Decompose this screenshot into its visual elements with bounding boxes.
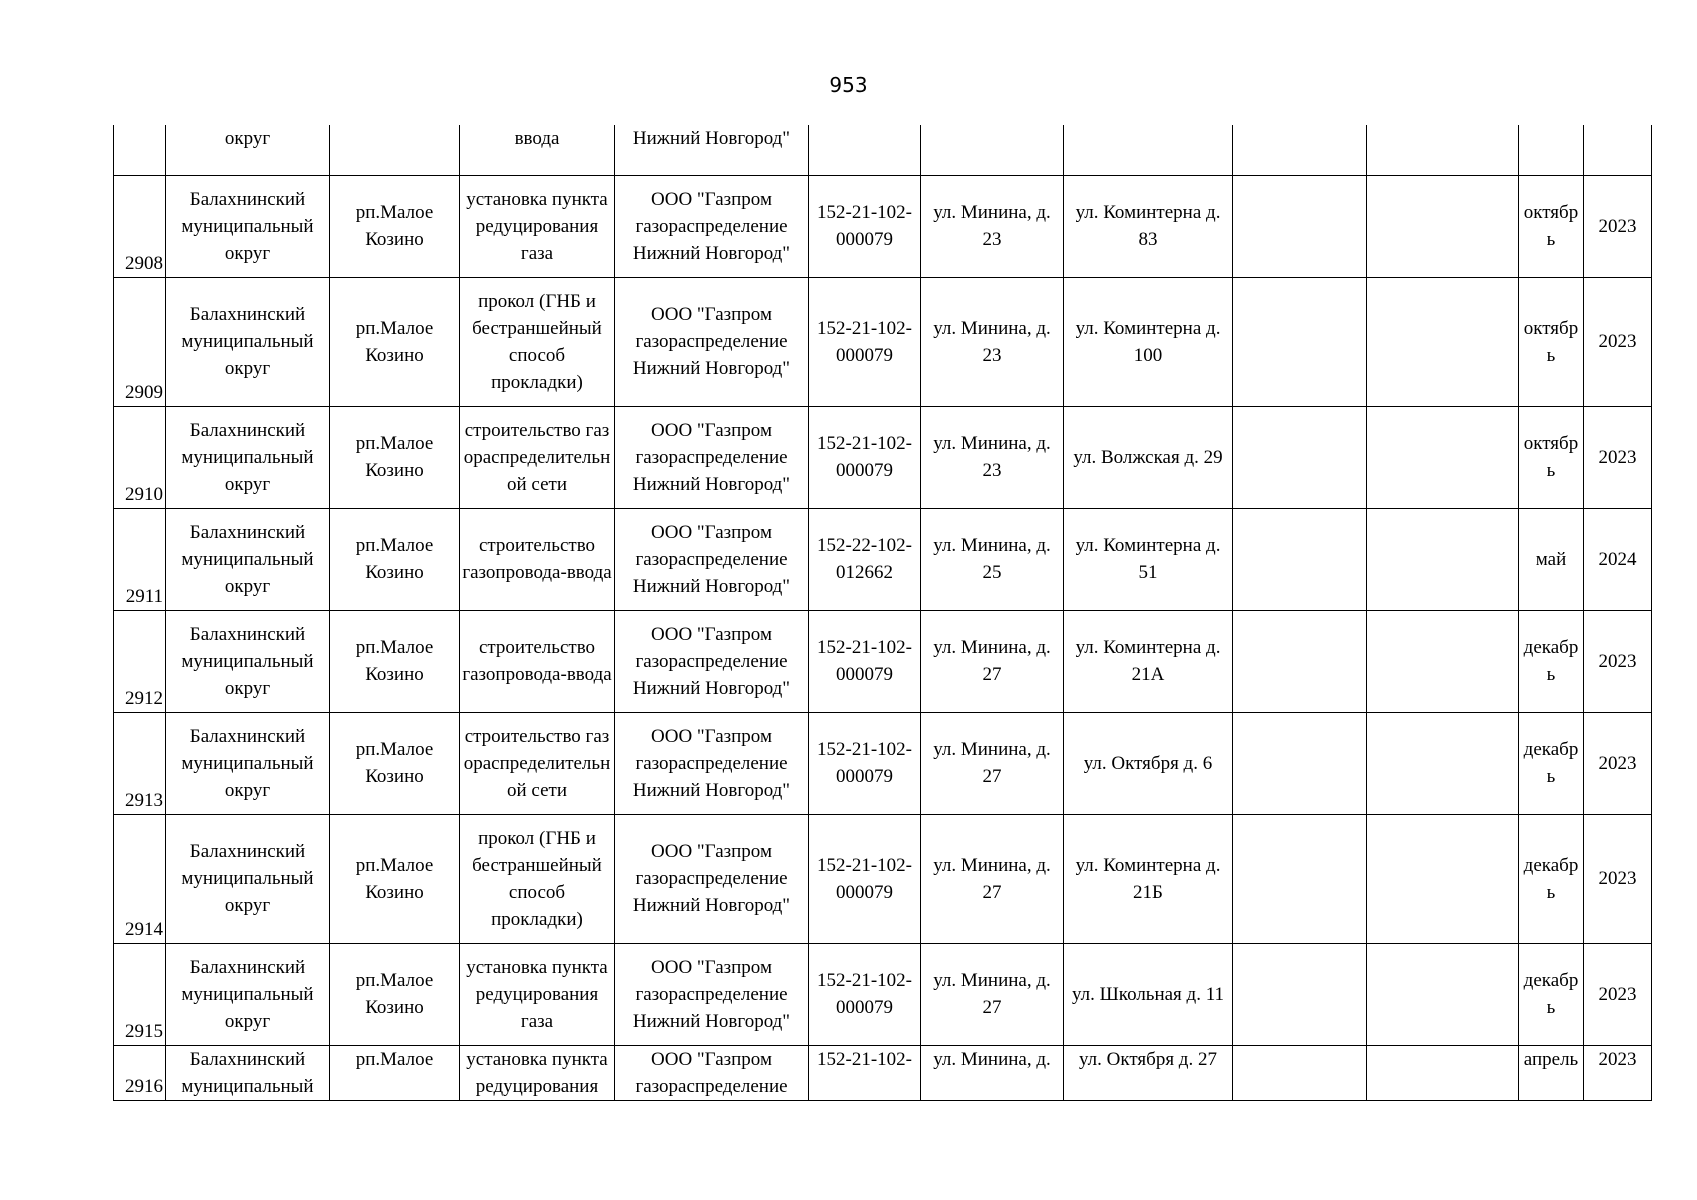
cell-organization: ООО "Газпром газораспределение Нижний Новгород" xyxy=(615,508,809,610)
cell-organization: Нижний Новгород" xyxy=(615,125,809,175)
cell-permit-code: 152-22-102-012662 xyxy=(809,508,921,610)
cell-district: округ xyxy=(166,125,330,175)
cell-to-address: ул. Коминтерна д. 51 xyxy=(1064,508,1233,610)
cell-organization: ООО "Газпром газораспределение xyxy=(615,1045,809,1100)
cell-year: 2023 xyxy=(1584,406,1652,508)
cell-work-type: установка пункта редуцирования xyxy=(460,1045,615,1100)
cell-organization: ООО "Газпром газораспределение Нижний Новгород" xyxy=(615,610,809,712)
cell-to-address: ул. Коминтерна д. 100 xyxy=(1064,277,1233,406)
cell-district: Балахнинский муниципальный округ xyxy=(166,277,330,406)
cell-work-type: строительство газопровода-ввода xyxy=(460,610,615,712)
cell-from-address: ул. Минина, д. 25 xyxy=(921,508,1064,610)
cell-permit-code: 152-21-102-000079 xyxy=(809,712,921,814)
cell-from-address: ул. Минина, д. 23 xyxy=(921,277,1064,406)
cell-organization: ООО "Газпром газораспределение Нижний Новгород" xyxy=(615,175,809,277)
cell-year: 2023 xyxy=(1584,712,1652,814)
cell-work-type: установка пункта редуцирования газа xyxy=(460,175,615,277)
cell-month xyxy=(1519,814,1584,943)
cell-district: Балахнинский муниципальный округ xyxy=(166,943,330,1045)
cell-district: Балахнинский муниципальный округ xyxy=(166,406,330,508)
cell-year xyxy=(1584,125,1652,175)
cell-empty-2 xyxy=(1367,175,1519,277)
cell-organization: ООО "Газпром газораспределение Нижний Новгород" xyxy=(615,277,809,406)
cell-empty-2 xyxy=(1367,943,1519,1045)
cell-district: Балахнинский муниципальный округ xyxy=(166,175,330,277)
month-text: октябрь xyxy=(1523,317,1579,366)
cell-row-number: 2912 xyxy=(114,610,166,712)
table-row xyxy=(114,175,1652,277)
month-text: декабрь xyxy=(1523,637,1579,685)
cell-empty-1 xyxy=(1233,125,1367,175)
cell-month xyxy=(1519,406,1584,508)
registry-body xyxy=(114,125,1652,1100)
cell-month xyxy=(1519,943,1584,1045)
cell-from-address: ул. Минина, д. 27 xyxy=(921,814,1064,943)
cell-locality: рп.Малое Козино xyxy=(330,508,460,610)
cell-empty-2 xyxy=(1367,814,1519,943)
cell-year: 2023 xyxy=(1584,1045,1652,1100)
cell-permit-code xyxy=(809,125,921,175)
cell-empty-2 xyxy=(1367,406,1519,508)
cell-to-address: ул. Октября д. 27 xyxy=(1064,1045,1233,1100)
cell-empty-1 xyxy=(1233,943,1367,1045)
cell-empty-1 xyxy=(1233,814,1367,943)
month-text: октябрь xyxy=(1523,433,1579,481)
work-type-text: строительство газораспределительной сети xyxy=(463,419,611,495)
cell-row-number xyxy=(114,125,166,175)
cell-month xyxy=(1519,712,1584,814)
cell-from-address: ул. Минина, д. 27 xyxy=(921,943,1064,1045)
cell-district: Балахнинский муниципальный округ xyxy=(166,610,330,712)
cell-empty-2 xyxy=(1367,610,1519,712)
cell-row-number: 2909 xyxy=(114,277,166,406)
cell-row-number: 2914 xyxy=(114,814,166,943)
page-number: 953 xyxy=(829,73,868,97)
cell-to-address: ул. Школьная д. 11 xyxy=(1064,943,1233,1045)
cell-district: Балахнинский муниципальный округ xyxy=(166,508,330,610)
cell-organization: ООО "Газпром газораспределение Нижний Новгород" xyxy=(615,814,809,943)
registry-table xyxy=(113,125,1652,1101)
cell-locality: рп.Малое Козино xyxy=(330,406,460,508)
table-row xyxy=(114,814,1652,943)
cell-to-address: ул. Коминтерна д. 21А xyxy=(1064,610,1233,712)
cell-permit-code: 152-21-102-000079 xyxy=(809,943,921,1045)
cell-year: 2023 xyxy=(1584,814,1652,943)
cell-organization: ООО "Газпром газораспределение Нижний Новгород" xyxy=(615,943,809,1045)
cell-year: 2023 xyxy=(1584,943,1652,1045)
cell-to-address xyxy=(1064,125,1233,175)
cell-from-address: ул. Минина, д. 23 xyxy=(921,175,1064,277)
cell-empty-2 xyxy=(1367,277,1519,406)
cell-month xyxy=(1519,125,1584,175)
cell-locality: рп.Малое xyxy=(330,1045,460,1100)
cell-permit-code: 152-21-102-000079 xyxy=(809,406,921,508)
cell-work-type: ввода xyxy=(460,125,615,175)
month-text: декабрь xyxy=(1523,970,1579,1018)
table-row xyxy=(114,277,1652,406)
cell-empty-2 xyxy=(1367,712,1519,814)
cell-empty-2 xyxy=(1367,125,1519,175)
month-text: декабрь xyxy=(1523,739,1579,787)
cell-month: апрель xyxy=(1519,1045,1584,1100)
cell-month xyxy=(1519,277,1584,406)
cell-from-address: ул. Минина, д. xyxy=(921,1045,1064,1100)
cell-to-address: ул. Коминтерна д. 21Б xyxy=(1064,814,1233,943)
cell-year: 2023 xyxy=(1584,175,1652,277)
cell-empty-2 xyxy=(1367,1045,1519,1100)
cell-year: 2024 xyxy=(1584,508,1652,610)
table-row xyxy=(114,1045,1652,1100)
cell-row-number: 2915 xyxy=(114,943,166,1045)
cell-work-type: строительство газопровода-ввода xyxy=(460,508,615,610)
cell-row-number: 2911 xyxy=(114,508,166,610)
cell-permit-code: 152-21-102-000079 xyxy=(809,277,921,406)
cell-work-type xyxy=(460,712,615,814)
cell-empty-1 xyxy=(1233,610,1367,712)
table-row xyxy=(114,712,1652,814)
cell-to-address: ул. Коминтерна д. 83 xyxy=(1064,175,1233,277)
cell-work-type xyxy=(460,406,615,508)
cell-locality: рп.Малое Козино xyxy=(330,814,460,943)
cell-permit-code: 152-21-102-000079 xyxy=(809,814,921,943)
cell-locality: рп.Малое Козино xyxy=(330,712,460,814)
cell-empty-1 xyxy=(1233,1045,1367,1100)
cell-work-type: прокол (ГНБ и бестраншейный способ прокладки) xyxy=(460,277,615,406)
cell-district: Балахнинский муниципальный xyxy=(166,1045,330,1100)
cell-year: 2023 xyxy=(1584,277,1652,406)
cell-empty-1 xyxy=(1233,712,1367,814)
cell-from-address: ул. Минина, д. 27 xyxy=(921,712,1064,814)
cell-locality: рп.Малое Козино xyxy=(330,610,460,712)
cell-permit-code: 152-21-102-000079 xyxy=(809,175,921,277)
month-text: октябрь xyxy=(1523,202,1579,250)
cell-locality xyxy=(330,125,460,175)
table-row xyxy=(114,406,1652,508)
cell-month xyxy=(1519,610,1584,712)
cell-locality: рп.Малое Козино xyxy=(330,943,460,1045)
cell-row-number: 2913 xyxy=(114,712,166,814)
cell-empty-1 xyxy=(1233,406,1367,508)
cell-month: май xyxy=(1519,508,1584,610)
cell-organization: ООО "Газпром газораспределение Нижний Новгород" xyxy=(615,712,809,814)
cell-empty-2 xyxy=(1367,508,1519,610)
cell-year: 2023 xyxy=(1584,610,1652,712)
cell-organization: ООО "Газпром газораспределение Нижний Новгород" xyxy=(615,406,809,508)
cell-month xyxy=(1519,175,1584,277)
cell-empty-1 xyxy=(1233,508,1367,610)
cell-permit-code: 152-21-102-000079 xyxy=(809,610,921,712)
cell-to-address: ул. Октября д. 6 xyxy=(1064,712,1233,814)
cell-district: Балахнинский муниципальный округ xyxy=(166,712,330,814)
cell-work-type: прокол (ГНБ и бестраншейный способ прокладки) xyxy=(460,814,615,943)
table-row xyxy=(114,610,1652,712)
cell-locality: рп.Малое Козино xyxy=(330,175,460,277)
cell-from-address: ул. Минина, д. 23 xyxy=(921,406,1064,508)
cell-row-number: 2908 xyxy=(114,175,166,277)
cell-from-address: ул. Минина, д. 27 xyxy=(921,610,1064,712)
cell-from-address xyxy=(921,125,1064,175)
cell-empty-1 xyxy=(1233,175,1367,277)
cell-row-number: 2916 xyxy=(114,1045,166,1100)
cell-to-address: ул. Волжская д. 29 xyxy=(1064,406,1233,508)
cell-locality: рп.Малое Козино xyxy=(330,277,460,406)
table-row xyxy=(114,943,1652,1045)
cell-permit-code: 152-21-102- xyxy=(809,1045,921,1100)
month-text: декабрь xyxy=(1523,854,1579,903)
cell-row-number: 2910 xyxy=(114,406,166,508)
cell-empty-1 xyxy=(1233,277,1367,406)
cell-work-type: установка пункта редуцирования газа xyxy=(460,943,615,1045)
table-row xyxy=(114,508,1652,610)
cell-district: Балахнинский муниципальный округ xyxy=(166,814,330,943)
table-row-continued xyxy=(114,125,1652,175)
work-type-text: строительство газораспределительной сети xyxy=(463,725,611,801)
